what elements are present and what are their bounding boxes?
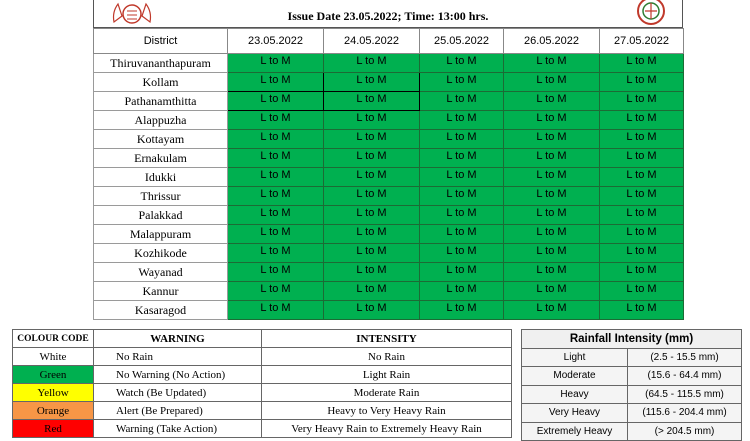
colour-code-swatch: Green	[13, 366, 94, 384]
forecast-cell: L to M	[600, 282, 684, 301]
forecast-cell: L to M	[504, 73, 600, 92]
forecast-cell: L to M	[228, 187, 324, 206]
intensity-text: Very Heavy Rain to Extremely Heavy Rain	[262, 420, 512, 438]
district-name: Kozhikode	[94, 244, 228, 263]
forecast-cell: L to M	[324, 54, 420, 73]
forecast-cell: L to M	[504, 301, 600, 320]
forecast-cell: L to M	[324, 301, 420, 320]
forecast-row	[94, 263, 684, 282]
forecast-cell: L to M	[600, 301, 684, 320]
forecast-cell: L to M	[504, 187, 600, 206]
district-name: Pathanamthitta	[94, 92, 228, 111]
forecast-row	[94, 244, 684, 263]
forecast-row	[94, 225, 684, 244]
header	[93, 0, 683, 28]
forecast-row	[94, 187, 684, 206]
district-name: Thiruvananthapuram	[94, 54, 228, 73]
forecast-cell: L to M	[228, 168, 324, 187]
forecast-cell: L to M	[324, 225, 420, 244]
rainfall-row	[522, 385, 742, 404]
forecast-cell: L to M	[324, 206, 420, 225]
forecast-cell: L to M	[324, 282, 420, 301]
forecast-cell: L to M	[420, 282, 504, 301]
district-name: Malappuram	[94, 225, 228, 244]
district-name: Kottayam	[94, 130, 228, 149]
forecast-cell: L to M	[600, 168, 684, 187]
legend-row	[13, 348, 512, 366]
forecast-cell: L to M	[600, 92, 684, 111]
legend-row	[13, 402, 512, 420]
forecast-cell: L to M	[324, 149, 420, 168]
warning-text: Watch (Be Updated)	[94, 384, 262, 402]
forecast-cell: L to M	[420, 206, 504, 225]
forecast-cell: L to M	[504, 130, 600, 149]
date-column-header: 26.05.2022	[504, 29, 600, 54]
forecast-row	[94, 206, 684, 225]
rainfall-range: (15.6 - 64.4 mm)	[628, 367, 742, 386]
forecast-cell: L to M	[420, 111, 504, 130]
forecast-cell: L to M	[504, 206, 600, 225]
forecast-cell: L to M	[420, 187, 504, 206]
rainfall-category: Moderate	[522, 367, 628, 386]
forecast-cell: L to M	[504, 92, 600, 111]
rainfall-row	[522, 422, 742, 441]
forecast-cell: L to M	[420, 54, 504, 73]
forecast-cell: L to M	[600, 263, 684, 282]
date-column-header: 27.05.2022	[600, 29, 684, 54]
forecast-row	[94, 92, 684, 111]
forecast-cell: L to M	[420, 263, 504, 282]
forecast-cell: L to M	[324, 111, 420, 130]
intensity-text: Heavy to Very Heavy Rain	[262, 402, 512, 420]
intensity-text: Moderate Rain	[262, 384, 512, 402]
intensity-text: No Rain	[262, 348, 512, 366]
forecast-cell: L to M	[504, 225, 600, 244]
district-name: Kannur	[94, 282, 228, 301]
forecast-cell: L to M	[504, 54, 600, 73]
forecast-cell: L to M	[600, 244, 684, 263]
colour-code-swatch: White	[13, 348, 94, 366]
forecast-cell: L to M	[228, 92, 324, 111]
forecast-cell: L to M	[600, 149, 684, 168]
imd-logo-icon	[634, 0, 668, 26]
rainfall-range: (115.6 - 204.4 mm)	[628, 404, 742, 423]
forecast-cell: L to M	[324, 73, 420, 92]
forecast-cell: L to M	[324, 263, 420, 282]
forecast-cell: L to M	[228, 263, 324, 282]
rainfall-range: (> 204.5 mm)	[628, 422, 742, 441]
forecast-table	[93, 28, 684, 320]
district-name: Wayanad	[94, 263, 228, 282]
forecast-cell: L to M	[228, 282, 324, 301]
forecast-cell: L to M	[228, 244, 324, 263]
forecast-row	[94, 111, 684, 130]
forecast-row	[94, 301, 684, 320]
rainfall-row	[522, 367, 742, 386]
warning-text: Alert (Be Prepared)	[94, 402, 262, 420]
forecast-cell: L to M	[420, 92, 504, 111]
forecast-cell: L to M	[420, 73, 504, 92]
warning-text: No Warning (No Action)	[94, 366, 262, 384]
forecast-cell: L to M	[228, 149, 324, 168]
district-name: Kollam	[94, 73, 228, 92]
forecast-header-row	[94, 29, 684, 54]
forecast-cell: L to M	[600, 130, 684, 149]
forecast-cell: L to M	[600, 206, 684, 225]
forecast-cell: L to M	[420, 149, 504, 168]
forecast-cell: L to M	[228, 206, 324, 225]
forecast-cell: L to M	[504, 244, 600, 263]
forecast-row	[94, 73, 684, 92]
date-column-header: 24.05.2022	[324, 29, 420, 54]
legend-row	[13, 366, 512, 384]
district-name: Kasaragod	[94, 301, 228, 320]
forecast-cell: L to M	[420, 225, 504, 244]
rainfall-row	[522, 404, 742, 423]
legend-row	[13, 384, 512, 402]
legend-header-code: COLOUR CODE	[13, 330, 94, 348]
legend-header-warning: WARNING	[94, 330, 262, 348]
forecast-cell: L to M	[600, 187, 684, 206]
district-name: Palakkad	[94, 206, 228, 225]
forecast-cell: L to M	[228, 54, 324, 73]
forecast-cell: L to M	[228, 130, 324, 149]
colour-code-legend	[12, 329, 512, 438]
warning-text: No Rain	[94, 348, 262, 366]
forecast-row	[94, 168, 684, 187]
forecast-cell: L to M	[600, 225, 684, 244]
colour-code-swatch: Yellow	[13, 384, 94, 402]
colour-code-swatch: Red	[13, 420, 94, 438]
forecast-cell: L to M	[324, 130, 420, 149]
date-column-header: 25.05.2022	[420, 29, 504, 54]
rainfall-range: (64.5 - 115.5 mm)	[628, 385, 742, 404]
forecast-cell: L to M	[324, 187, 420, 206]
legend-header-intensity: INTENSITY	[262, 330, 512, 348]
rainfall-category: Extremely Heavy	[522, 422, 628, 441]
forecast-cell: L to M	[504, 149, 600, 168]
district-name: Idukki	[94, 168, 228, 187]
forecast-cell: L to M	[504, 111, 600, 130]
rainfall-category: Heavy	[522, 385, 628, 404]
rainfall-range: (2.5 - 15.5 mm)	[628, 348, 742, 367]
forecast-cell: L to M	[228, 301, 324, 320]
forecast-row	[94, 130, 684, 149]
forecast-cell: L to M	[504, 168, 600, 187]
intensity-text: Light Rain	[262, 366, 512, 384]
rainfall-intensity-title: Rainfall Intensity (mm)	[522, 330, 742, 349]
forecast-cell: L to M	[324, 168, 420, 187]
colour-code-swatch: Orange	[13, 402, 94, 420]
forecast-cell: L to M	[228, 111, 324, 130]
rainfall-category: Very Heavy	[522, 404, 628, 423]
forecast-cell: L to M	[600, 54, 684, 73]
district-name: Ernakulam	[94, 149, 228, 168]
forecast-row	[94, 149, 684, 168]
rainfall-category: Light	[522, 348, 628, 367]
forecast-cell: L to M	[600, 73, 684, 92]
forecast-cell: L to M	[504, 263, 600, 282]
forecast-cell: L to M	[600, 111, 684, 130]
district-name: Thrissur	[94, 187, 228, 206]
rainfall-row	[522, 348, 742, 367]
date-column-header: 23.05.2022	[228, 29, 324, 54]
forecast-cell: L to M	[420, 130, 504, 149]
forecast-row	[94, 282, 684, 301]
forecast-cell: L to M	[324, 244, 420, 263]
forecast-cell: L to M	[324, 92, 420, 111]
forecast-row	[94, 54, 684, 73]
forecast-cell: L to M	[420, 168, 504, 187]
forecast-cell: L to M	[420, 301, 504, 320]
forecast-cell: L to M	[504, 282, 600, 301]
district-column-header: District	[94, 29, 228, 54]
district-name: Alappuzha	[94, 111, 228, 130]
rainfall-intensity-table	[521, 329, 742, 441]
forecast-cell: L to M	[228, 225, 324, 244]
issue-date-line: Issue Date 23.05.2022; Time: 13:00 hrs.	[287, 9, 489, 23]
legend-row	[13, 420, 512, 438]
forecast-cell: L to M	[228, 73, 324, 92]
forecast-cell: L to M	[420, 244, 504, 263]
warning-text: Warning (Take Action)	[94, 420, 262, 438]
